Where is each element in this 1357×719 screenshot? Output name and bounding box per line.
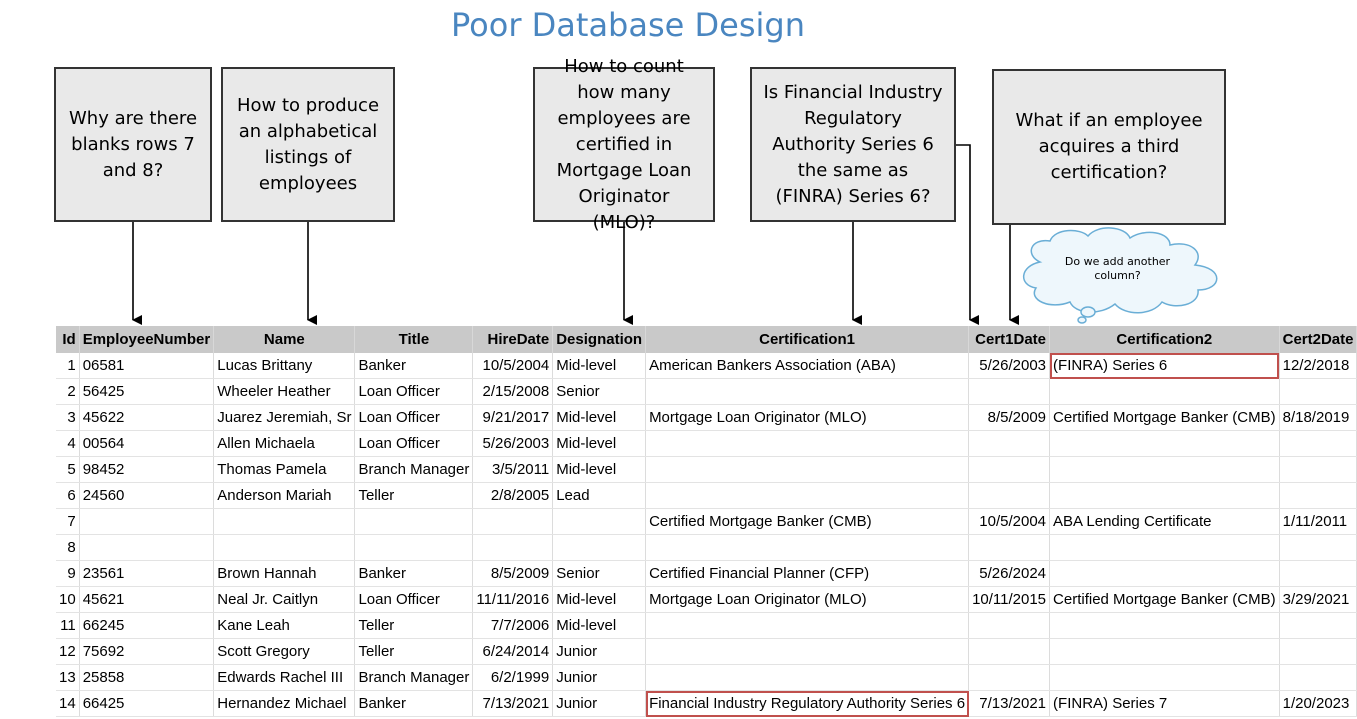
cell-hire-date: 6/2/1999 <box>473 665 553 691</box>
cell-certification2 <box>1050 483 1280 509</box>
cell-certification1 <box>646 483 969 509</box>
cell-hire-date: 9/21/2017 <box>473 405 553 431</box>
header-cert1date: Cert1Date <box>969 326 1050 353</box>
cell-name: Scott Gregory <box>214 639 355 665</box>
cell-hire-date: 2/15/2008 <box>473 379 553 405</box>
cell-employee-number: 25858 <box>79 665 214 691</box>
cell-cert2date <box>1279 379 1357 405</box>
employee-table <box>56 326 1357 717</box>
cell-hire-date <box>473 535 553 561</box>
table-row <box>56 457 1357 483</box>
cell-employee-number <box>79 509 214 535</box>
cell-cert1date <box>969 665 1050 691</box>
header-designation: Designation <box>553 326 646 353</box>
cell-certification1 <box>646 613 969 639</box>
callout-blank-rows: Why are there blanks rows 7 and 8? <box>54 67 212 222</box>
cell-title: Loan Officer <box>355 431 473 457</box>
cell-cert2date: 8/18/2019 <box>1279 405 1357 431</box>
cell-designation: Mid-level <box>553 431 646 457</box>
cell-certification2 <box>1050 613 1280 639</box>
header-certification1: Certification1 <box>646 326 969 353</box>
cell-cert1date <box>969 613 1050 639</box>
table-row <box>56 535 1357 561</box>
cell-cert2date: 1/11/2011 <box>1279 509 1357 535</box>
cell-hire-date: 2/8/2005 <box>473 483 553 509</box>
cell-cert2date <box>1279 613 1357 639</box>
callout-alphabetical-listing: How to produce an alphabetical listings of employees <box>221 67 395 222</box>
table-row <box>56 379 1357 405</box>
cell-certification2 <box>1050 561 1280 587</box>
table-row <box>56 561 1357 587</box>
cell-name: Anderson Mariah <box>214 483 355 509</box>
cell-name: Brown Hannah <box>214 561 355 587</box>
table-row <box>56 665 1357 691</box>
cell-name <box>214 535 355 561</box>
cell-title: Branch Manager <box>355 665 473 691</box>
cell-certification2 <box>1050 639 1280 665</box>
cell-cert1date <box>969 535 1050 561</box>
cell-designation: Senior <box>553 561 646 587</box>
cell-name <box>214 509 355 535</box>
cell-employee-number: 56425 <box>79 379 214 405</box>
cell-designation <box>553 509 646 535</box>
cell-certification1: Mortgage Loan Originator (MLO) <box>646 587 969 613</box>
cell-title: Loan Officer <box>355 405 473 431</box>
cell-title: Teller <box>355 483 473 509</box>
header-certification2: Certification2 <box>1050 326 1280 353</box>
cell-certification2: Certified Mortgage Banker (CMB) <box>1050 587 1280 613</box>
cell-cert1date <box>969 379 1050 405</box>
cell-name: Juarez Jeremiah, Sr <box>214 405 355 431</box>
cell-certification2 <box>1050 457 1280 483</box>
cell-hire-date: 8/5/2009 <box>473 561 553 587</box>
cell-name: Kane Leah <box>214 613 355 639</box>
cell-designation: Junior <box>553 639 646 665</box>
header-employee-number: EmployeeNumber <box>79 326 214 353</box>
header-id: Id <box>56 326 79 353</box>
cell-title: Teller <box>355 613 473 639</box>
cell-certification2: (FINRA) Series 6 <box>1050 353 1280 379</box>
cell-id: 8 <box>56 535 79 561</box>
cell-hire-date: 10/5/2004 <box>473 353 553 379</box>
cell-id: 5 <box>56 457 79 483</box>
cell-title: Loan Officer <box>355 587 473 613</box>
cloud-question: Do we add another column? <box>1064 255 1171 282</box>
cell-title: Banker <box>355 691 473 717</box>
cell-cert2date <box>1279 639 1357 665</box>
table-row <box>56 483 1357 509</box>
table-row <box>56 353 1357 379</box>
cell-certification2 <box>1050 665 1280 691</box>
header-hire-date: HireDate <box>473 326 553 353</box>
cell-employee-number: 98452 <box>79 457 214 483</box>
cell-cert1date: 10/5/2004 <box>969 509 1050 535</box>
cell-employee-number: 66425 <box>79 691 214 717</box>
cell-employee-number: 45621 <box>79 587 214 613</box>
cell-cert2date: 1/20/2023 <box>1279 691 1357 717</box>
header-name: Name <box>214 326 355 353</box>
cell-certification2: (FINRA) Series 7 <box>1050 691 1280 717</box>
cell-hire-date: 7/13/2021 <box>473 691 553 717</box>
cell-name: Hernandez Michael <box>214 691 355 717</box>
cell-title <box>355 509 473 535</box>
cell-certification1: Certified Financial Planner (CFP) <box>646 561 969 587</box>
cell-employee-number: 45622 <box>79 405 214 431</box>
cell-title: Loan Officer <box>355 379 473 405</box>
cell-certification1 <box>646 535 969 561</box>
cell-title: Banker <box>355 561 473 587</box>
cell-id: 13 <box>56 665 79 691</box>
cell-employee-number: 24560 <box>79 483 214 509</box>
cell-cert1date <box>969 431 1050 457</box>
cell-hire-date: 6/24/2014 <box>473 639 553 665</box>
cell-id: 7 <box>56 509 79 535</box>
cell-certification1: Certified Mortgage Banker (CMB) <box>646 509 969 535</box>
cell-hire-date: 7/7/2006 <box>473 613 553 639</box>
cell-cert2date <box>1279 483 1357 509</box>
callout-finra-series: Is Financial Industry Regulatory Authority Series 6 the same as (FINRA) Series 6? <box>750 67 956 222</box>
cell-certification2 <box>1050 535 1280 561</box>
cell-id: 9 <box>56 561 79 587</box>
cell-id: 6 <box>56 483 79 509</box>
cell-designation: Senior <box>553 379 646 405</box>
cell-employee-number: 23561 <box>79 561 214 587</box>
cell-id: 11 <box>56 613 79 639</box>
cell-id: 12 <box>56 639 79 665</box>
cell-name: Thomas Pamela <box>214 457 355 483</box>
cell-designation: Junior <box>553 665 646 691</box>
cell-title <box>355 535 473 561</box>
cell-id: 4 <box>56 431 79 457</box>
cell-cert2date <box>1279 535 1357 561</box>
cell-employee-number <box>79 535 214 561</box>
cell-designation: Mid-level <box>553 587 646 613</box>
cell-hire-date <box>473 509 553 535</box>
cell-name: Neal Jr. Caitlyn <box>214 587 355 613</box>
cell-name: Edwards Rachel III <box>214 665 355 691</box>
table-row <box>56 405 1357 431</box>
cell-cert2date <box>1279 431 1357 457</box>
cell-designation: Mid-level <box>553 613 646 639</box>
cell-certification1: Mortgage Loan Originator (MLO) <box>646 405 969 431</box>
cell-employee-number: 75692 <box>79 639 214 665</box>
cell-designation: Lead <box>553 483 646 509</box>
cell-designation: Mid-level <box>553 457 646 483</box>
cell-cert1date <box>969 483 1050 509</box>
cell-certification1 <box>646 379 969 405</box>
cell-id: 10 <box>56 587 79 613</box>
cell-name: Lucas Brittany <box>214 353 355 379</box>
cell-id: 14 <box>56 691 79 717</box>
cell-id: 1 <box>56 353 79 379</box>
cell-cert2date <box>1279 457 1357 483</box>
cell-certification1 <box>646 431 969 457</box>
cell-certification1: American Bankers Association (ABA) <box>646 353 969 379</box>
slide-title: Poor Database Design <box>451 6 805 44</box>
cell-hire-date: 11/11/2016 <box>473 587 553 613</box>
cell-title: Teller <box>355 639 473 665</box>
cell-certification1 <box>646 665 969 691</box>
cell-name: Wheeler Heather <box>214 379 355 405</box>
cell-cert1date <box>969 639 1050 665</box>
arrow-finra-elbow <box>956 145 970 320</box>
cell-title: Branch Manager <box>355 457 473 483</box>
cell-certification2 <box>1050 431 1280 457</box>
table-row <box>56 431 1357 457</box>
table-row <box>56 639 1357 665</box>
cell-certification2: ABA Lending Certificate <box>1050 509 1280 535</box>
cell-designation: Mid-level <box>553 353 646 379</box>
cell-cert1date: 8/5/2009 <box>969 405 1050 431</box>
cell-cert2date: 12/2/2018 <box>1279 353 1357 379</box>
table-row <box>56 509 1357 535</box>
cell-designation: Mid-level <box>553 405 646 431</box>
table-body <box>56 353 1357 717</box>
callout-third-certification: What if an employee acquires a third certification? <box>992 69 1226 225</box>
cell-certification1 <box>646 457 969 483</box>
cell-cert1date: 10/11/2015 <box>969 587 1050 613</box>
cell-designation: Junior <box>553 691 646 717</box>
cell-cert1date: 5/26/2024 <box>969 561 1050 587</box>
cell-title: Banker <box>355 353 473 379</box>
cell-cert2date <box>1279 561 1357 587</box>
cell-certification2 <box>1050 379 1280 405</box>
table-header-row <box>56 326 1357 353</box>
cell-name: Allen Michaela <box>214 431 355 457</box>
cell-cert2date <box>1279 665 1357 691</box>
cell-hire-date: 5/26/2003 <box>473 431 553 457</box>
cell-certification1: Financial Industry Regulatory Authority Series 6 <box>646 691 969 717</box>
cell-cert1date <box>969 457 1050 483</box>
cell-cert1date: 7/13/2021 <box>969 691 1050 717</box>
cell-employee-number: 66245 <box>79 613 214 639</box>
table-row <box>56 587 1357 613</box>
cell-certification1 <box>646 639 969 665</box>
cell-id: 2 <box>56 379 79 405</box>
header-cert2date: Cert2Date <box>1279 326 1357 353</box>
cell-designation <box>553 535 646 561</box>
cell-hire-date: 3/5/2011 <box>473 457 553 483</box>
cell-cert2date: 3/29/2021 <box>1279 587 1357 613</box>
cell-employee-number: 00564 <box>79 431 214 457</box>
table-row <box>56 613 1357 639</box>
header-title: Title <box>355 326 473 353</box>
cell-certification2: Certified Mortgage Banker (CMB) <box>1050 405 1280 431</box>
callout-count-mlo: How to count how many employees are certified in Mortgage Loan Originator (MLO)? <box>533 67 715 222</box>
table-row <box>56 691 1357 717</box>
cell-employee-number: 06581 <box>79 353 214 379</box>
cell-id: 3 <box>56 405 79 431</box>
cell-cert1date: 5/26/2003 <box>969 353 1050 379</box>
